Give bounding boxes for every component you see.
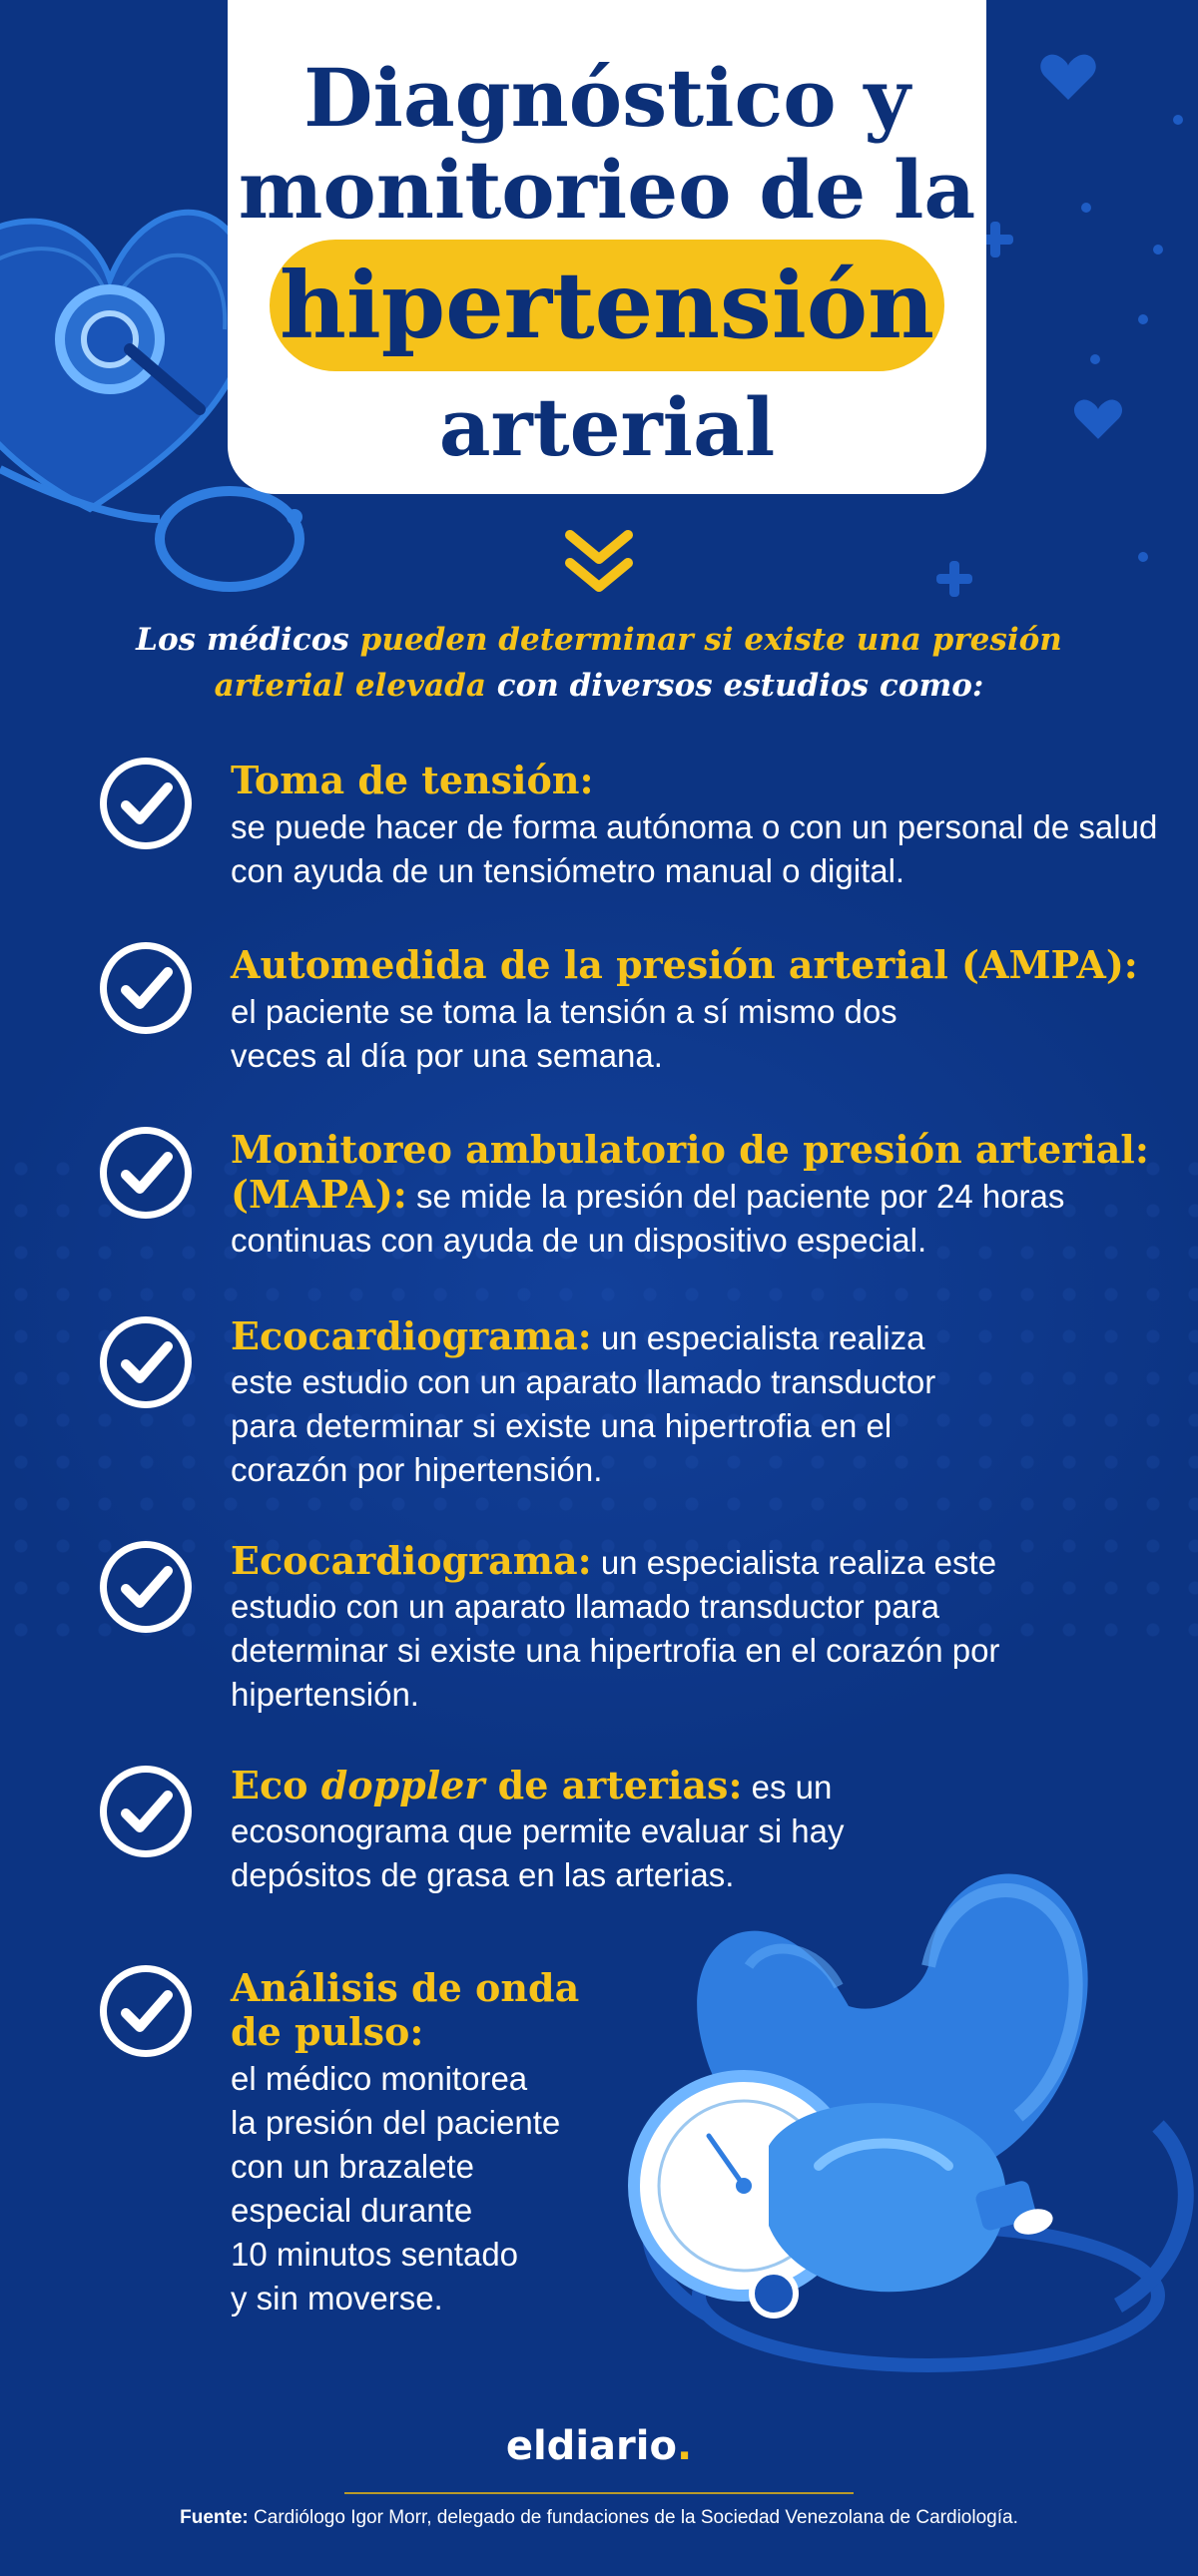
- list-item: [96, 1123, 1149, 1273]
- title-highlight-pill: [270, 240, 944, 371]
- title-card: [228, 0, 986, 494]
- item-text-body: un especialista realiza este estudio con un aparato llamado transductor para determinar si existe una hipertrofia en el corazón por hipertensión.: [231, 1319, 936, 1488]
- title-line-4: arterial: [438, 380, 776, 474]
- list-item: [96, 938, 1138, 1088]
- brand-name: eldiario: [505, 2423, 677, 2469]
- dots-decoration: [998, 60, 1198, 579]
- plus-icon: [932, 557, 976, 601]
- item-title: Automedida de la presión arterial (AMPA):: [231, 942, 1138, 987]
- item-title-line-2: de pulso:: [231, 2009, 424, 2054]
- check-icon: [96, 1961, 196, 2061]
- check-icon: [96, 1123, 196, 1223]
- item-text-body: es un ecosonograma que permite evaluar si hay depósitos de grasa en las arterias.: [231, 1769, 845, 1893]
- intro-text: [120, 617, 1078, 709]
- item-title: [231, 1763, 742, 1807]
- item-text: [231, 1539, 1029, 1717]
- item-title: Toma de tensión:: [231, 758, 594, 802]
- list-item: [96, 1537, 1094, 1727]
- item-text: [231, 1314, 979, 1492]
- check-icon: [96, 938, 196, 1038]
- title-line-2: monitorieo de la: [238, 143, 976, 237]
- item-text-body: un especialista realiza este estudio con un aparato llamado transductor para determinar si existe una hipertrofia en el corazón por hipertensión.: [231, 1544, 1000, 1713]
- item-title: Análisis de onda: [231, 1965, 580, 2010]
- item-title: Ecocardiograma:: [231, 1313, 592, 1358]
- footer-divider: [344, 2492, 854, 2494]
- item-text-line: la presión del paciente: [231, 2104, 561, 2141]
- item-text: se puede hacer de forma autónoma o con un personal de salud con ayuda de un tensiómetro manual o digital.: [231, 808, 1158, 889]
- list-item: [96, 754, 1158, 903]
- item-title-cont: (MAPA):: [231, 1172, 407, 1217]
- blood-pressure-monitor-icon: [599, 1846, 1198, 2405]
- item-text-line: especial durante: [231, 2192, 473, 2229]
- item-text: [231, 2057, 610, 2320]
- list-item: [96, 1312, 1094, 1502]
- check-icon: [96, 754, 196, 853]
- item-title-part-2: de arterias:: [484, 1763, 743, 1807]
- item-text-body: se mide la presión del paciente por 24 horas continuas con ayuda de un dispositivo especial.: [231, 1178, 1065, 1259]
- item-title-part-1: Eco: [231, 1763, 321, 1807]
- item-text: el paciente se toma la tensión a sí mismo dos veces al día por una semana.: [231, 993, 898, 1074]
- footer-source: [0, 2503, 1198, 2533]
- item-title: Ecocardiograma:: [231, 1538, 592, 1583]
- intro-highlight: pueden determinar si existe una presión arterial elevada: [214, 622, 1062, 704]
- item-title-italic: doppler: [320, 1763, 485, 1807]
- item-text-line: 10 minutos sentado: [231, 2236, 519, 2273]
- item-title: Monitoreo ambulatorio de presión arterial:: [231, 1127, 1149, 1172]
- title-highlight: hipertensión: [279, 252, 935, 359]
- check-icon: [96, 1762, 196, 1861]
- title-line-1: Diagnóstico y: [303, 51, 910, 145]
- intro-part-1: Los médicos: [136, 622, 360, 658]
- check-icon: [96, 1537, 196, 1637]
- item-text-line: y sin moverse.: [231, 2280, 443, 2317]
- footer-label: Fuente:: [180, 2507, 249, 2528]
- brand-dot: .: [676, 2423, 693, 2469]
- chevron-down-icon: [564, 529, 634, 599]
- item-text-line: el médico monitorea: [231, 2060, 528, 2097]
- footer-text: Cardiólogo Igor Morr, delegado de fundaciones de la Sociedad Venezolana de Cardiología.: [248, 2507, 1018, 2528]
- item-text-line: con un brazalete: [231, 2148, 475, 2185]
- brand-logo: [0, 2423, 1198, 2469]
- check-icon: [96, 1312, 196, 1412]
- item-text: [231, 1173, 1149, 1263]
- intro-part-3: con diversos estudios como:: [485, 668, 984, 704]
